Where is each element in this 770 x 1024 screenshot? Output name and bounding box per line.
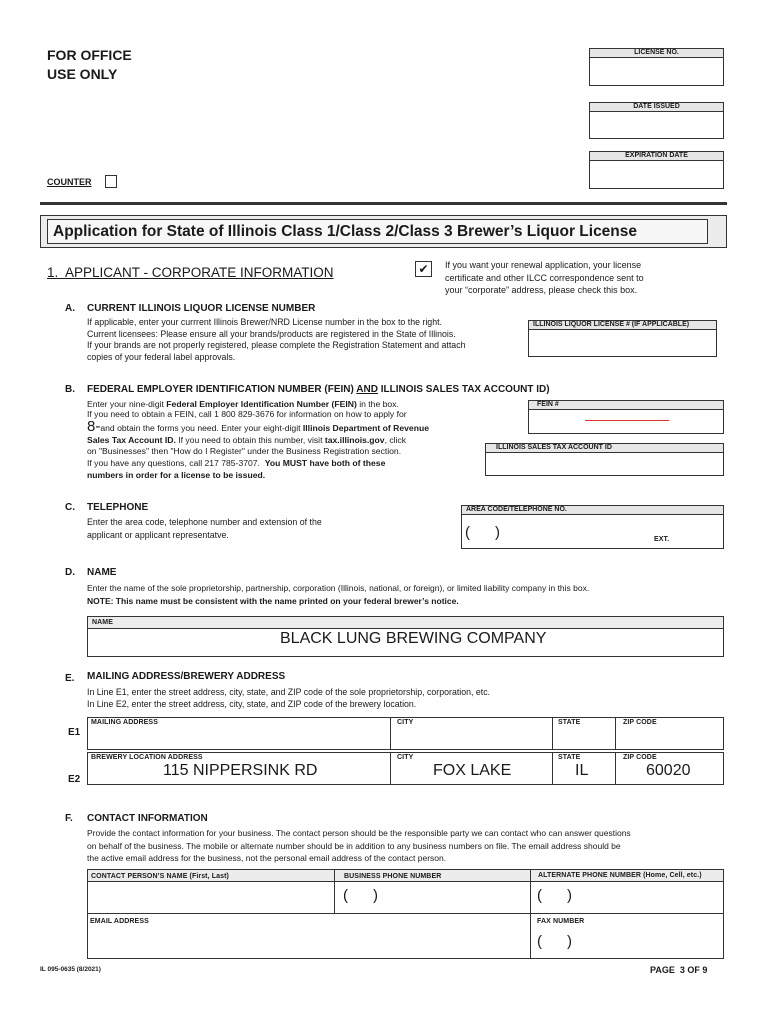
mailing-address-label: MAILING ADDRESS [91,719,158,726]
fein-field[interactable] [528,409,724,434]
alt-phone-area-code: ( ) [537,887,572,904]
section-a-line2: Current licensees: Please ensure all your brands/products are registered in the State of Illinois. [87,328,456,339]
email-label: EMAIL ADDRESS [90,918,149,925]
section-b-instructions [87,399,467,481]
section-f-title: CONTACT INFORMATION [87,813,208,824]
section-d-title: NAME [87,567,117,578]
section-b-line4-c: tax.illinois.gov [324,434,385,445]
counter-label: COUNTER [47,177,92,187]
section-b-line6-b: You MUST have both of these [264,457,386,468]
e2-address-value: 115 NIPPERSINK RD [163,762,318,779]
name-value: BLACK LUNG BREWING COMPANY [280,630,547,647]
email-field[interactable] [87,913,531,959]
business-phone-label: BUSINESS PHONE NUMBER [344,873,442,880]
section-e-letter: E. [65,673,75,684]
contact-name-label: CONTACT PERSON’S NAME (First, Last) [91,873,229,880]
section-c-title: TELEPHONE [87,502,149,513]
section-a-line4: copies of your federal label approvals. [87,352,236,363]
section-d-instructions [87,582,727,607]
section-b-line4-a: Sales Tax Account ID. [87,434,176,445]
form-title: Application for State of Illinois Class 1/Class 2/Class 3 Brewer’s Liquor License [53,223,638,240]
section-e-title: MAILING ADDRESS/BREWERY ADDRESS [87,671,286,682]
renewal-note-line2: certificate and other ILCC correspondence sent to [445,272,644,283]
section-b-title-pre: FEDERAL EMPLOYER IDENTIFICATION NUMBER (FEIN) [87,384,357,395]
section-c-line1: Enter the area code, telephone number and extension of the [87,517,322,527]
alt-phone-field[interactable] [530,869,724,914]
section-b-line4-d: , click [384,434,407,445]
renewal-checkbox[interactable] [415,261,432,277]
section-b-line1-b: Federal Employer Identification Number (FEIN) [166,399,357,409]
section-b-line6-a: If you have any questions, call 217 785-3707. [87,457,265,468]
date-issued-field[interactable] [589,111,724,139]
section-b-line3-b: Illinois Department of Revenue [302,423,429,434]
form-title-bar [40,215,727,248]
e2-zip-field[interactable] [615,752,724,785]
fax-area-code: ( ) [537,933,572,950]
section-e-line1: In Line E1, enter the street address, city, state, and ZIP code of the sole proprietorship, corporation, etc. [87,687,491,697]
section1-title: 1. APPLICANT - CORPORATE INFORMATION [47,265,334,280]
section-f-line2: on behalf of the business. The mobile or alternate number should be in addition to any business numbers on file. The email address should be [87,840,621,851]
section-a-title: CURRENT ILLINOIS LIQUOR LICENSE NUMBER [87,303,316,314]
e1-address-field[interactable] [87,717,391,750]
section-b-line4 [87,435,467,447]
section-f-letter: F. [65,813,73,824]
e2-zip-label: ZIP CODE [623,754,657,761]
section-a-instructions [87,317,527,364]
e2-address-field[interactable] [87,752,391,785]
e1-state-label: STATE [558,719,581,726]
section-b-line5: on "Businesses" then "How do I Register" under the Business Registration section. [87,446,402,457]
section-b-title-and: AND [356,384,378,395]
e2-city-field[interactable] [390,752,553,785]
office-title-line2: USE ONLY [47,66,118,82]
office-use-title [47,46,132,84]
e2-state-label: STATE [558,754,581,761]
business-phone-field[interactable] [334,869,531,914]
extension-label: EXT. [654,536,670,543]
section-b-line6 [87,458,467,470]
e2-city-value: FOX LAKE [433,762,512,779]
section-b-line3-a: and obtain the forms you need. Enter your eight-digit [100,423,303,434]
section-a-line3: If your brands are not properly registered, please complete the Registration Statement and attach [87,340,466,351]
e2-label: E2 [68,774,81,785]
name-label: NAME [92,619,114,626]
fein-red-mark [585,420,669,421]
name-field[interactable] [87,616,724,657]
section-f-line3: the active email address for the business, not the personal email address of the contact person. [87,853,447,863]
section-d-letter: D. [65,567,75,578]
counter-checkbox[interactable] [105,175,117,188]
section-d-line1: Enter the name of the sole proprietorship, partnership, corporation (Illinois, national, or foreign), or limited liability company in this box. [87,583,590,593]
brewery-address-label: BREWERY LOCATION ADDRESS [91,754,203,761]
e1-city-label: CITY [397,719,414,726]
expiration-date-field[interactable] [589,160,724,189]
fax-label: FAX NUMBER [537,918,585,925]
e1-zip-label: ZIP CODE [623,719,657,726]
expiration-date-label: EXPIRATION DATE [589,151,724,160]
renewal-note [445,259,695,297]
sales-tax-field[interactable] [485,452,724,476]
section-b-title [87,384,550,395]
e2-city-label: CITY [397,754,414,761]
telephone-label: AREA CODE/TELEPHONE NO. [461,505,724,514]
renewal-note-line1: If you want your renewal application, your license [445,260,642,270]
liquor-license-label: ILLINOIS LIQUOR LICENSE # (IF APPLICABLE) [528,320,717,329]
name-label-cell [88,617,723,629]
e2-state-value: IL [575,762,589,779]
form-title-inner-box [47,219,708,244]
section-c-instructions [87,516,387,541]
section-c-letter: C. [65,502,75,513]
section-e-instructions [87,687,647,710]
section-b-letter: B. [65,384,75,395]
e1-state-field[interactable] [552,717,616,750]
page-number: PAGE 3 OF 9 [650,965,708,975]
section-a-line1: If applicable, enter your currrent Illinois Brewer/NRD License number in the box to the right. [87,317,442,327]
section-e-line2: In Line E2, enter the street address, city, state, and ZIP code of the brewery location. [87,698,417,709]
date-issued-label: DATE ISSUED [589,102,724,111]
e1-city-field[interactable] [390,717,553,750]
section-b-line1-c: in the box. [356,399,399,409]
form-code: IL 095-0635 (8/2021) [40,966,101,973]
sales-tax-label: ILLINOIS SALES TAX ACCOUNT ID [485,443,724,452]
e2-zip-value: 60020 [646,762,691,779]
check-mark-icon: ✔ [418,262,429,276]
section-b-line3 [87,418,467,436]
e1-label: E1 [68,727,81,738]
liquor-license-field[interactable] [528,329,717,357]
e1-zip-field[interactable] [615,717,724,750]
telephone-field[interactable] [461,514,724,549]
section-b-line3-big: 8- [87,418,101,436]
e2-state-field[interactable] [552,752,616,785]
fein-label: FEIN # [528,400,724,409]
license-no-label: LICENSE NO. [589,48,724,57]
section-c-line2: applicant or applicant representatve. [87,529,229,540]
section-f-instructions [87,827,727,865]
section-a-letter: A. [65,303,75,314]
fax-field[interactable] [530,913,724,959]
section-b-line1-a: Enter your nine-digit [87,399,167,409]
office-title-line1: FOR OFFICE [47,47,132,63]
section-b-title-post: ILLINOIS SALES TAX ACCOUNT ID) [377,384,550,395]
header-divider [40,202,727,205]
section-b-line2: If you need to obtain a FEIN, call 1 800 829-3676 for information on how to apply for [87,408,407,419]
telephone-area-code: ( ) [465,524,500,541]
contact-name-field[interactable] [87,869,335,914]
section-b-line7: numbers in order for a license to be issued. [87,469,266,480]
section-d-line2: NOTE: This name must be consistent with the name printed on your federal brewer’s notice. [87,595,459,606]
section-f-line1: Provide the contact information for your business. The contact person should be the responsible party we can contact who can answer questions [87,828,631,838]
license-no-field[interactable] [589,57,724,86]
alt-phone-label: ALTERNATE PHONE NUMBER (Home, Cell, etc.) [538,872,702,879]
section-b-line4-b: If you need to obtain this number, visit [175,434,325,445]
business-phone-area-code: ( ) [343,887,378,904]
renewal-note-line3: your “corporate” address, please check this box. [445,285,638,295]
